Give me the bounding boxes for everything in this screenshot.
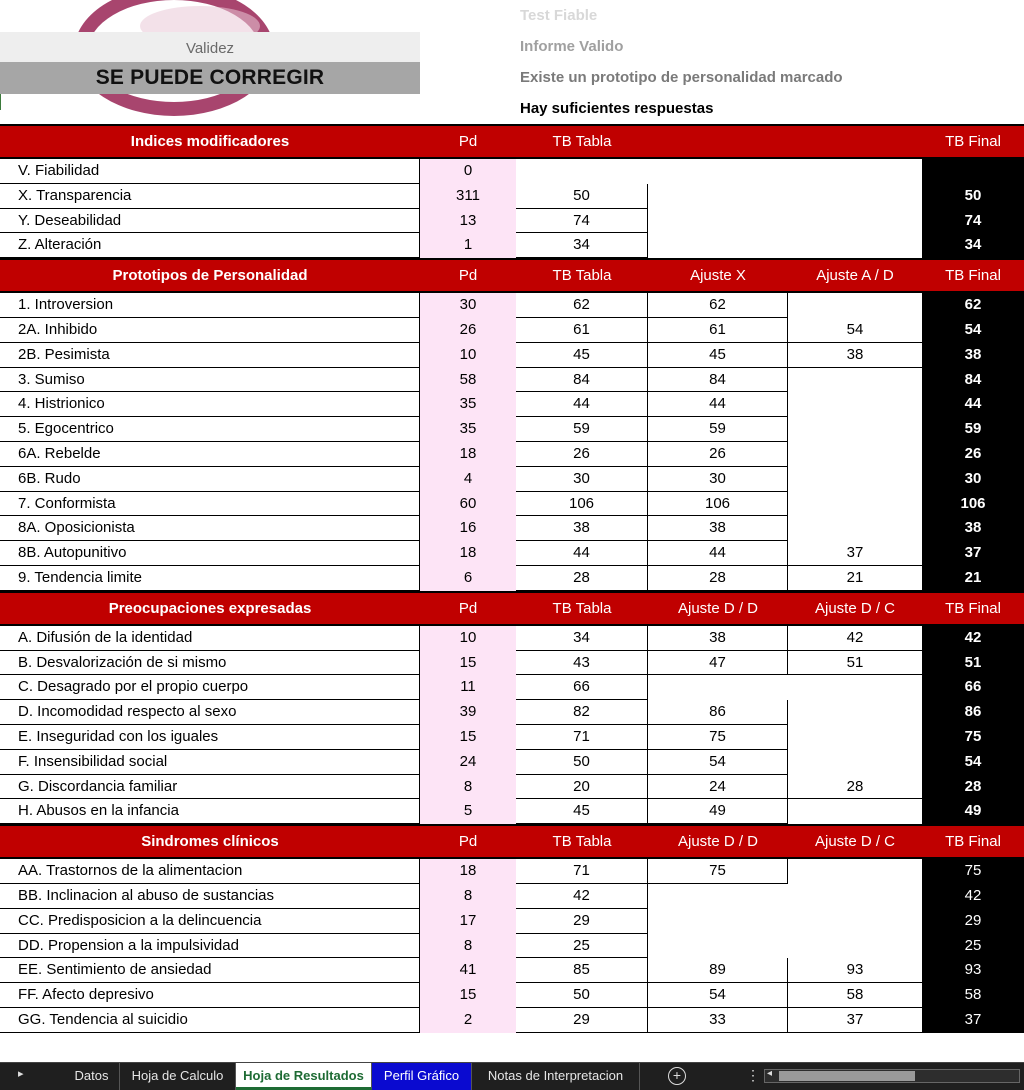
cell-fin[interactable]: 66 [922, 675, 1024, 700]
cell-a2[interactable] [788, 233, 922, 258]
status-respuestas: Hay suficientes respuestas [520, 100, 714, 117]
row-label[interactable]: 3. Sumiso [0, 368, 420, 393]
column-header: Ajuste D / C [814, 599, 896, 617]
table-row [0, 859, 1024, 884]
row-label[interactable]: G. Discordancia familiar [0, 775, 420, 800]
table-row [0, 293, 1024, 318]
cell-a2[interactable]: 38 [788, 343, 922, 368]
status-test-fiable: Test Fiable [520, 7, 598, 24]
table-row [0, 983, 1024, 1008]
cell-pd[interactable]: 2 [420, 1008, 516, 1033]
row-label[interactable]: V. Fiabilidad [0, 159, 420, 184]
cell-pd[interactable]: 39 [420, 700, 516, 725]
cell-fin[interactable]: 74 [922, 209, 1024, 234]
row-label[interactable]: H. Abusos en la infancia [0, 799, 420, 824]
row-label[interactable]: 9. Tendencia limite [0, 566, 420, 591]
table-row [0, 651, 1024, 676]
cell-fin[interactable] [922, 159, 1024, 184]
column-header: Pd [458, 267, 478, 285]
row-label[interactable]: B. Desvalorización de si mismo [0, 651, 420, 676]
section-title: Sindromes clínicos [141, 833, 279, 851]
table-row [0, 467, 1024, 492]
cell-a2[interactable] [788, 884, 922, 909]
cell-fin[interactable]: 49 [922, 799, 1024, 824]
table-row [0, 958, 1024, 983]
cell-a1[interactable] [648, 675, 788, 700]
tab-perfil-grafico[interactable]: Perfil Gráfico [372, 1063, 472, 1090]
table-row [0, 675, 1024, 700]
cell-fin[interactable]: 25 [922, 934, 1024, 959]
cell-fin[interactable]: 34 [922, 233, 1024, 258]
section-title: Preocupaciones expresadas [108, 599, 312, 617]
cell-fin[interactable]: 37 [922, 541, 1024, 566]
table-row [0, 541, 1024, 566]
cell-a1[interactable] [648, 934, 788, 959]
cell-pd[interactable]: 4 [420, 467, 516, 492]
cell-a2[interactable]: 54 [788, 318, 922, 343]
cell-a1[interactable]: 75 [648, 859, 788, 884]
cell-pd[interactable]: 8 [420, 884, 516, 909]
row-label[interactable]: D. Incomodidad respecto al sexo [0, 700, 420, 725]
row-label[interactable]: BB. Inclinacion al abuso de sustancias [0, 884, 420, 909]
cell-fin[interactable]: 93 [922, 958, 1024, 983]
row-label[interactable]: Y. Deseabilidad [0, 209, 420, 234]
table-row [0, 318, 1024, 343]
report-header [0, 0, 1024, 126]
cell-a1[interactable]: 49 [648, 799, 788, 824]
cell-a1[interactable]: 26 [648, 442, 788, 467]
cell-a1[interactable]: 75 [648, 725, 788, 750]
row-label[interactable]: FF. Afecto depresivo [0, 983, 420, 1008]
table-row [0, 775, 1024, 800]
cell-tb[interactable]: 38 [516, 516, 648, 541]
results-sheet [0, 124, 1024, 1033]
cell-a1[interactable] [648, 909, 788, 934]
cell-fin[interactable]: 84 [922, 368, 1024, 393]
cell-a1[interactable]: 54 [648, 983, 788, 1008]
cell-pd[interactable]: 6 [420, 566, 516, 591]
row-label[interactable]: 5. Egocentrico [0, 417, 420, 442]
cell-a2[interactable] [788, 934, 922, 959]
cell-a2[interactable] [788, 159, 922, 184]
cell-fin[interactable]: 58 [922, 983, 1024, 1008]
cell-tb[interactable]: 34 [516, 626, 648, 651]
row-label[interactable]: 2A. Inhibido [0, 318, 420, 343]
section-title: Prototipos de Personalidad [112, 267, 308, 285]
tab-datos[interactable]: Datos [64, 1063, 120, 1090]
cell-a2[interactable] [788, 725, 922, 750]
cell-fin[interactable]: 44 [922, 392, 1024, 417]
column-header: Ajuste X [690, 267, 746, 285]
cell-a2[interactable] [788, 700, 922, 725]
cell-a2[interactable]: 42 [788, 626, 922, 651]
scroll-left-icon[interactable]: ◂ [767, 1068, 773, 1079]
cell-tb[interactable]: 50 [516, 983, 648, 1008]
status-prototipo: Existe un prototipo de personalidad marcado [520, 69, 843, 86]
cell-a2[interactable] [788, 417, 922, 442]
cell-fin[interactable]: 75 [922, 859, 1024, 884]
cell-a1[interactable]: 62 [648, 293, 788, 318]
table-row [0, 392, 1024, 417]
cell-pd[interactable]: 15 [420, 651, 516, 676]
validez-label: Validez [185, 40, 235, 57]
table-row [0, 626, 1024, 651]
table-row [0, 566, 1024, 591]
row-label[interactable]: 2B. Pesimista [0, 343, 420, 368]
cell-tb[interactable] [516, 159, 648, 184]
cell-a2[interactable] [788, 799, 922, 824]
column-header: TB Final [945, 267, 1001, 285]
cell-a2[interactable] [788, 209, 922, 234]
table-row [0, 799, 1024, 824]
table-row [0, 233, 1024, 258]
column-header: TB Final [945, 133, 1001, 150]
cell-fin[interactable]: 38 [922, 343, 1024, 368]
cell-tb[interactable]: 71 [516, 859, 648, 884]
section-title: Indices modificadores [130, 133, 290, 150]
cell-tb[interactable]: 84 [516, 368, 648, 393]
row-label[interactable]: E. Inseguridad con los iguales [0, 725, 420, 750]
cell-pd[interactable]: 41 [420, 958, 516, 983]
section-header-2 [0, 591, 1024, 626]
row-label[interactable]: 8B. Autopunitivo [0, 541, 420, 566]
cell-pd[interactable]: 11 [420, 675, 516, 700]
cell-a2[interactable] [788, 675, 922, 700]
section-header-0 [0, 124, 1024, 159]
cell-a2[interactable]: 37 [788, 541, 922, 566]
table-row [0, 184, 1024, 209]
cell-pd[interactable]: 15 [420, 983, 516, 1008]
row-label[interactable]: F. Insensibilidad social [0, 750, 420, 775]
row-label[interactable]: Z. Alteración [0, 233, 420, 258]
sheet-tab-bar [0, 1062, 1024, 1090]
cell-a2[interactable] [788, 467, 922, 492]
cell-tb[interactable]: 44 [516, 392, 648, 417]
row-label[interactable]: 6A. Rebelde [0, 442, 420, 467]
cell-a2[interactable] [788, 859, 922, 884]
cell-a1[interactable] [648, 209, 788, 234]
cell-pd[interactable]: 10 [420, 626, 516, 651]
cell-tb[interactable]: 85 [516, 958, 648, 983]
row-label[interactable]: AA. Trastornos de la alimentacion [0, 859, 420, 884]
cell-a1[interactable]: 89 [648, 958, 788, 983]
column-header: TB Tabla [552, 267, 612, 285]
column-header: TB Tabla [552, 833, 612, 851]
cell-fin[interactable]: 51 [922, 651, 1024, 676]
row-label[interactable]: 1. Introversion [0, 293, 420, 318]
tab-hoja-de-calculo[interactable]: Hoja de Calculo [120, 1063, 236, 1090]
cell-fin[interactable]: 26 [922, 442, 1024, 467]
column-header: Pd [458, 833, 478, 851]
cell-fin[interactable]: 30 [922, 467, 1024, 492]
cell-pd[interactable]: 1 [420, 233, 516, 258]
column-header: Pd [458, 599, 478, 617]
cell-pd[interactable]: 17 [420, 909, 516, 934]
cell-a1[interactable]: 47 [648, 651, 788, 676]
table-row [0, 417, 1024, 442]
row-label[interactable]: CC. Predisposicion a la delincuencia [0, 909, 420, 934]
table-row [0, 700, 1024, 725]
table-row [0, 725, 1024, 750]
cell-pd[interactable]: 35 [420, 392, 516, 417]
more-options-icon[interactable]: ⋮ [746, 1067, 760, 1083]
cell-a2[interactable] [788, 392, 922, 417]
table-row [0, 909, 1024, 934]
cell-fin[interactable]: 75 [922, 725, 1024, 750]
column-header: Ajuste D / C [814, 833, 896, 851]
cell-tb[interactable]: 29 [516, 909, 648, 934]
cell-tb[interactable]: 61 [516, 318, 648, 343]
cell-pd[interactable]: 26 [420, 318, 516, 343]
table-row [0, 159, 1024, 184]
cell-fin[interactable]: 62 [922, 293, 1024, 318]
table-row [0, 209, 1024, 234]
cell-a2[interactable]: 28 [788, 775, 922, 800]
column-header: TB Tabla [552, 133, 612, 150]
cell-tb[interactable]: 45 [516, 343, 648, 368]
cell-a2[interactable]: 21 [788, 566, 922, 591]
validez-result: SE PUEDE CORREGIR [95, 66, 325, 89]
cell-tb[interactable]: 74 [516, 209, 648, 234]
table-row [0, 934, 1024, 959]
row-label[interactable]: GG. Tendencia al suicidio [0, 1008, 420, 1033]
cell-tb[interactable]: 43 [516, 651, 648, 676]
cell-a2[interactable]: 37 [788, 1008, 922, 1033]
cell-a1[interactable] [648, 184, 788, 209]
cell-tb[interactable]: 50 [516, 750, 648, 775]
cell-a1[interactable]: 28 [648, 566, 788, 591]
column-header: TB Final [945, 833, 1001, 851]
cell-tb[interactable]: 30 [516, 467, 648, 492]
tab-hoja-de-resultados[interactable]: Hoja de Resultados [236, 1063, 372, 1090]
cell-pd[interactable]: 30 [420, 293, 516, 318]
cell-pd[interactable]: 10 [420, 343, 516, 368]
cell-tb[interactable]: 59 [516, 417, 648, 442]
cell-fin[interactable]: 42 [922, 884, 1024, 909]
cell-pd[interactable]: 35 [420, 417, 516, 442]
cell-pd[interactable]: 58 [420, 368, 516, 393]
row-label[interactable]: DD. Propension a la impulsividad [0, 934, 420, 959]
cell-fin[interactable]: 29 [922, 909, 1024, 934]
cell-tb[interactable]: 29 [516, 1008, 648, 1033]
row-label[interactable]: EE. Sentimiento de ansiedad [0, 958, 420, 983]
cell-tb[interactable]: 42 [516, 884, 648, 909]
cell-tb[interactable]: 66 [516, 675, 648, 700]
row-label[interactable]: C. Desagrado por el propio cuerpo [0, 675, 420, 700]
cell-a1[interactable] [648, 233, 788, 258]
cell-fin[interactable]: 86 [922, 700, 1024, 725]
table-row [0, 750, 1024, 775]
cell-a2[interactable] [788, 184, 922, 209]
cell-tb[interactable]: 62 [516, 293, 648, 318]
cell-a1[interactable] [648, 884, 788, 909]
cell-pd[interactable]: 13 [420, 209, 516, 234]
cell-tb[interactable]: 82 [516, 700, 648, 725]
cell-fin[interactable]: 106 [922, 492, 1024, 517]
cell-pd[interactable]: 8 [420, 934, 516, 959]
cell-a2[interactable] [788, 442, 922, 467]
cell-pd[interactable]: 60 [420, 492, 516, 517]
cell-tb[interactable]: 25 [516, 934, 648, 959]
cell-a1[interactable]: 84 [648, 368, 788, 393]
cell-pd[interactable]: 18 [420, 541, 516, 566]
cell-border-marker [0, 94, 1, 110]
cell-fin[interactable]: 28 [922, 775, 1024, 800]
cell-a2[interactable] [788, 368, 922, 393]
row-label[interactable]: 6B. Rudo [0, 467, 420, 492]
tab-scroll-arrow-icon[interactable]: ▸ [18, 1068, 24, 1080]
cell-pd[interactable]: 311 [420, 184, 516, 209]
column-header: TB Tabla [552, 599, 612, 617]
column-header: Ajuste A / D [816, 267, 894, 285]
cell-pd[interactable]: 5 [420, 799, 516, 824]
cell-a2[interactable] [788, 293, 922, 318]
scrollbar-thumb[interactable] [779, 1071, 915, 1081]
cell-pd[interactable]: 24 [420, 750, 516, 775]
cell-a2[interactable] [788, 750, 922, 775]
cell-tb[interactable]: 50 [516, 184, 648, 209]
table-row [0, 343, 1024, 368]
cell-a1[interactable]: 61 [648, 318, 788, 343]
cell-fin[interactable]: 21 [922, 566, 1024, 591]
column-header: Ajuste D / D [677, 833, 759, 851]
cell-a2[interactable]: 51 [788, 651, 922, 676]
cell-a1[interactable]: 54 [648, 750, 788, 775]
cell-pd[interactable]: 18 [420, 859, 516, 884]
table-row [0, 368, 1024, 393]
table-row [0, 516, 1024, 541]
table-row [0, 492, 1024, 517]
cell-fin[interactable]: 37 [922, 1008, 1024, 1033]
table-row [0, 884, 1024, 909]
cell-a1[interactable]: 30 [648, 467, 788, 492]
cell-a1[interactable]: 45 [648, 343, 788, 368]
cell-tb[interactable]: 34 [516, 233, 648, 258]
cell-pd[interactable]: 0 [420, 159, 516, 184]
row-label[interactable]: 4. Histrionico [0, 392, 420, 417]
cell-fin[interactable]: 59 [922, 417, 1024, 442]
cell-tb[interactable]: 71 [516, 725, 648, 750]
section-header-1 [0, 258, 1024, 293]
cell-tb[interactable]: 45 [516, 799, 648, 824]
cell-tb[interactable]: 20 [516, 775, 648, 800]
cell-pd[interactable]: 18 [420, 442, 516, 467]
row-label[interactable]: A. Difusión de la identidad [0, 626, 420, 651]
cell-fin[interactable]: 50 [922, 184, 1024, 209]
cell-tb[interactable]: 106 [516, 492, 648, 517]
cell-a1[interactable]: 106 [648, 492, 788, 517]
cell-fin[interactable]: 38 [922, 516, 1024, 541]
table-row [0, 442, 1024, 467]
cell-pd[interactable]: 8 [420, 775, 516, 800]
cell-tb[interactable]: 28 [516, 566, 648, 591]
cell-a2[interactable] [788, 516, 922, 541]
horizontal-scrollbar[interactable] [764, 1069, 1020, 1083]
row-label[interactable]: 8A. Oposicionista [0, 516, 420, 541]
cell-a1[interactable]: 24 [648, 775, 788, 800]
add-sheet-icon[interactable]: + [668, 1067, 686, 1085]
cell-a1[interactable]: 59 [648, 417, 788, 442]
cell-a1[interactable]: 38 [648, 516, 788, 541]
cell-a1[interactable]: 44 [648, 392, 788, 417]
column-header: TB Final [945, 599, 1001, 617]
column-header: Pd [458, 133, 478, 150]
cell-a2[interactable]: 58 [788, 983, 922, 1008]
column-header: Ajuste D / D [677, 599, 759, 617]
cell-a1[interactable]: 86 [648, 700, 788, 725]
row-label[interactable]: 7. Conformista [0, 492, 420, 517]
row-label[interactable]: X. Transparencia [0, 184, 420, 209]
status-informe-valido: Informe Valido [520, 38, 624, 55]
cell-a2[interactable]: 93 [788, 958, 922, 983]
cell-a2[interactable] [788, 492, 922, 517]
cell-a2[interactable] [788, 909, 922, 934]
cell-tb[interactable]: 26 [516, 442, 648, 467]
cell-fin[interactable]: 54 [922, 318, 1024, 343]
cell-fin[interactable]: 42 [922, 626, 1024, 651]
cell-fin[interactable]: 54 [922, 750, 1024, 775]
section-header-3 [0, 824, 1024, 859]
tab-notas-de-interpretacion[interactable]: Notas de Interpretacion [472, 1063, 640, 1090]
table-row [0, 1008, 1024, 1033]
cell-a1[interactable]: 33 [648, 1008, 788, 1033]
cell-a1[interactable]: 44 [648, 541, 788, 566]
cell-pd[interactable]: 16 [420, 516, 516, 541]
cell-a1[interactable]: 38 [648, 626, 788, 651]
cell-a1[interactable] [648, 159, 788, 184]
cell-pd[interactable]: 15 [420, 725, 516, 750]
cell-tb[interactable]: 44 [516, 541, 648, 566]
